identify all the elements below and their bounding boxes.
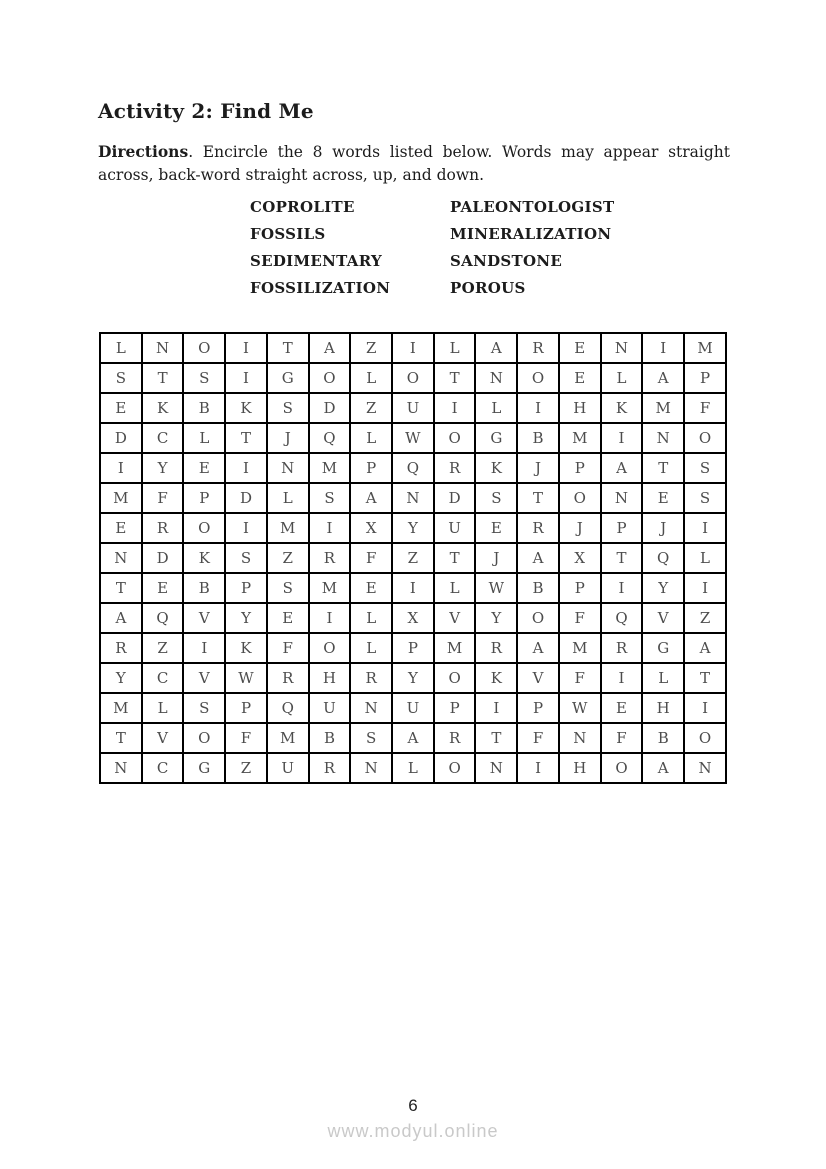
grid-cell: L (350, 633, 392, 663)
grid-cell: J (642, 513, 684, 543)
grid-cell: A (517, 543, 559, 573)
grid-cell: Y (142, 453, 184, 483)
grid-cell: P (225, 573, 267, 603)
grid-cell: L (100, 333, 142, 363)
grid-cell: E (475, 513, 517, 543)
grid-cell: T (267, 333, 309, 363)
grid-cell: U (267, 753, 309, 783)
grid-cell: I (601, 663, 643, 693)
grid-cell: O (183, 513, 225, 543)
grid-cell: P (392, 633, 434, 663)
grid-cell: N (642, 423, 684, 453)
grid-cell: P (517, 693, 559, 723)
grid-cell: F (559, 663, 601, 693)
grid-cell: H (559, 393, 601, 423)
grid-cell: R (434, 453, 476, 483)
grid-cell: Z (392, 543, 434, 573)
grid-cell: T (517, 483, 559, 513)
grid-cell: A (100, 603, 142, 633)
grid-cell: P (225, 693, 267, 723)
grid-cell: D (225, 483, 267, 513)
grid-cell: E (183, 453, 225, 483)
grid-cell: N (475, 363, 517, 393)
grid-cell: W (392, 423, 434, 453)
grid-cell: Q (309, 423, 351, 453)
grid-cell: I (392, 573, 434, 603)
grid-cell: O (309, 633, 351, 663)
grid-cell: W (475, 573, 517, 603)
grid-cell: T (100, 573, 142, 603)
grid-cell: T (142, 363, 184, 393)
grid-cell: M (559, 633, 601, 663)
grid-cell: Z (350, 393, 392, 423)
word-search-grid (99, 332, 727, 784)
grid-cell: X (559, 543, 601, 573)
grid-cell: O (601, 753, 643, 783)
grid-cell: Y (225, 603, 267, 633)
grid-cell: I (684, 513, 726, 543)
grid-cell: K (225, 393, 267, 423)
grid-row (100, 663, 726, 693)
grid-cell: L (267, 483, 309, 513)
grid-cell: P (350, 453, 392, 483)
grid-cell: J (517, 453, 559, 483)
grid-cell: S (350, 723, 392, 753)
grid-cell: T (434, 363, 476, 393)
grid-cell: M (434, 633, 476, 663)
grid-cell: A (309, 333, 351, 363)
grid-cell: N (392, 483, 434, 513)
grid-cell: R (267, 663, 309, 693)
grid-row (100, 453, 726, 483)
directions-paragraph (98, 140, 730, 187)
grid-cell: M (267, 513, 309, 543)
grid-cell: U (434, 513, 476, 543)
grid-cell: R (517, 513, 559, 543)
grid-cell: N (350, 753, 392, 783)
grid-cell: B (183, 573, 225, 603)
grid-row (100, 693, 726, 723)
grid-cell: X (392, 603, 434, 633)
grid-cell: I (225, 363, 267, 393)
grid-cell: S (684, 483, 726, 513)
grid-cell: S (267, 573, 309, 603)
grid-cell: E (100, 393, 142, 423)
grid-cell: Q (642, 543, 684, 573)
grid-cell: S (183, 693, 225, 723)
grid-cell: B (309, 723, 351, 753)
grid-cell: F (517, 723, 559, 753)
grid-cell: U (309, 693, 351, 723)
grid-cell: P (684, 363, 726, 393)
grid-cell: F (601, 723, 643, 753)
grid-cell: L (601, 363, 643, 393)
grid-cell: S (100, 363, 142, 393)
grid-cell: K (475, 663, 517, 693)
grid-cell: G (183, 753, 225, 783)
grid-cell: O (434, 753, 476, 783)
grid-cell: F (142, 483, 184, 513)
grid-cell: Y (642, 573, 684, 603)
page-number: 6 (408, 1096, 418, 1115)
word-item: MINERALIZATION (450, 225, 612, 243)
grid-cell: I (225, 333, 267, 363)
grid-cell: D (309, 393, 351, 423)
grid-cell: U (392, 693, 434, 723)
grid-cell: X (350, 513, 392, 543)
grid-cell: T (642, 453, 684, 483)
grid-cell: T (601, 543, 643, 573)
grid-cell: I (309, 603, 351, 633)
grid-cell: N (100, 753, 142, 783)
grid-cell: A (642, 363, 684, 393)
grid-row (100, 333, 726, 363)
grid-cell: C (142, 423, 184, 453)
grid-cell: S (225, 543, 267, 573)
grid-cell: Q (142, 603, 184, 633)
grid-cell: A (642, 753, 684, 783)
grid-cell: C (142, 753, 184, 783)
grid-cell: M (642, 393, 684, 423)
grid-cell: L (350, 603, 392, 633)
grid-cell: I (517, 393, 559, 423)
grid-cell: B (183, 393, 225, 423)
grid-cell: T (475, 723, 517, 753)
grid-cell: I (225, 453, 267, 483)
grid-cell: Z (684, 603, 726, 633)
word-item: SANDSTONE (450, 252, 563, 270)
grid-cell: R (475, 633, 517, 663)
grid-cell: N (684, 753, 726, 783)
grid-cell: R (100, 633, 142, 663)
grid-cell: J (475, 543, 517, 573)
grid-cell: D (142, 543, 184, 573)
word-search-table (99, 332, 727, 784)
grid-cell: I (642, 333, 684, 363)
grid-cell: W (559, 693, 601, 723)
grid-cell: O (517, 363, 559, 393)
grid-cell: I (684, 573, 726, 603)
grid-row (100, 513, 726, 543)
grid-cell: S (183, 363, 225, 393)
grid-cell: N (142, 333, 184, 363)
grid-cell: E (559, 363, 601, 393)
grid-cell: R (309, 753, 351, 783)
grid-cell: Y (392, 663, 434, 693)
grid-cell: V (183, 663, 225, 693)
grid-cell: V (434, 603, 476, 633)
word-search-body (100, 333, 726, 783)
grid-cell: I (475, 693, 517, 723)
grid-cell: L (392, 753, 434, 783)
grid-cell: Q (601, 603, 643, 633)
grid-cell: O (434, 663, 476, 693)
grid-cell: J (559, 513, 601, 543)
word-list-column-2 (450, 194, 614, 302)
grid-cell: R (517, 333, 559, 363)
grid-cell: E (642, 483, 684, 513)
watermark-url: www.modyul.online (327, 1121, 499, 1141)
grid-cell: O (434, 423, 476, 453)
grid-cell: N (601, 483, 643, 513)
grid-cell: B (642, 723, 684, 753)
grid-cell: N (100, 543, 142, 573)
grid-cell: I (100, 453, 142, 483)
grid-cell: S (475, 483, 517, 513)
grid-cell: V (142, 723, 184, 753)
grid-cell: M (267, 723, 309, 753)
grid-cell: Y (475, 603, 517, 633)
directions-text: . Encircle the 8 words listed below. Words may appear straight across, back-word straight across, up, and down. (98, 143, 730, 184)
grid-cell: O (684, 723, 726, 753)
grid-cell: M (100, 483, 142, 513)
grid-cell: N (267, 453, 309, 483)
grid-row (100, 633, 726, 663)
grid-cell: N (475, 753, 517, 783)
grid-cell: D (434, 483, 476, 513)
grid-cell: I (517, 753, 559, 783)
grid-cell: L (350, 363, 392, 393)
grid-cell: I (225, 513, 267, 543)
grid-cell: F (350, 543, 392, 573)
grid-cell: M (684, 333, 726, 363)
grid-cell: I (392, 333, 434, 363)
grid-cell: I (309, 513, 351, 543)
grid-cell: O (183, 723, 225, 753)
grid-cell: I (684, 693, 726, 723)
word-item: FOSSILS (250, 225, 326, 243)
grid-cell: H (309, 663, 351, 693)
grid-cell: F (225, 723, 267, 753)
grid-cell: C (142, 663, 184, 693)
grid-cell: M (309, 453, 351, 483)
grid-cell: V (183, 603, 225, 633)
grid-cell: I (601, 573, 643, 603)
grid-cell: O (392, 363, 434, 393)
grid-cell: K (225, 633, 267, 663)
grid-cell: O (517, 603, 559, 633)
grid-cell: T (100, 723, 142, 753)
grid-cell: M (100, 693, 142, 723)
grid-cell: Q (267, 693, 309, 723)
grid-cell: G (267, 363, 309, 393)
grid-cell: S (684, 453, 726, 483)
grid-row (100, 723, 726, 753)
grid-cell: L (684, 543, 726, 573)
grid-row (100, 603, 726, 633)
grid-cell: L (142, 693, 184, 723)
word-item: COPROLITE (250, 198, 355, 216)
grid-cell: M (309, 573, 351, 603)
grid-cell: L (434, 333, 476, 363)
word-item: PALEONTOLOGIST (450, 198, 615, 216)
grid-cell: A (684, 633, 726, 663)
page-title: Activity 2: Find Me (98, 99, 314, 123)
grid-cell: P (183, 483, 225, 513)
grid-cell: A (392, 723, 434, 753)
grid-cell: E (142, 573, 184, 603)
grid-cell: Z (267, 543, 309, 573)
grid-cell: V (642, 603, 684, 633)
grid-cell: A (350, 483, 392, 513)
grid-row (100, 573, 726, 603)
grid-cell: R (601, 633, 643, 663)
grid-cell: S (309, 483, 351, 513)
grid-cell: R (350, 663, 392, 693)
grid-cell: G (475, 423, 517, 453)
grid-row (100, 543, 726, 573)
grid-cell: L (434, 573, 476, 603)
grid-cell: K (142, 393, 184, 423)
grid-cell: F (559, 603, 601, 633)
grid-cell: Z (225, 753, 267, 783)
directions-label: Directions (98, 142, 189, 161)
grid-cell: L (183, 423, 225, 453)
grid-row (100, 753, 726, 783)
grid-cell: Y (392, 513, 434, 543)
grid-cell: Q (392, 453, 434, 483)
grid-cell: P (601, 513, 643, 543)
grid-cell: F (267, 633, 309, 663)
grid-cell: E (559, 333, 601, 363)
grid-cell: U (392, 393, 434, 423)
grid-cell: E (100, 513, 142, 543)
grid-cell: L (350, 423, 392, 453)
grid-cell: L (475, 393, 517, 423)
grid-cell: A (601, 453, 643, 483)
grid-cell: P (559, 453, 601, 483)
grid-cell: F (684, 393, 726, 423)
grid-cell: K (601, 393, 643, 423)
grid-cell: K (183, 543, 225, 573)
grid-cell: R (434, 723, 476, 753)
grid-cell: S (267, 393, 309, 423)
grid-cell: Y (100, 663, 142, 693)
grid-cell: T (225, 423, 267, 453)
word-list-column-1 (250, 194, 390, 302)
grid-cell: R (142, 513, 184, 543)
grid-cell: V (517, 663, 559, 693)
grid-cell: Z (350, 333, 392, 363)
grid-cell: O (684, 423, 726, 453)
grid-cell: H (559, 753, 601, 783)
grid-cell: D (100, 423, 142, 453)
grid-cell: G (642, 633, 684, 663)
grid-cell: W (225, 663, 267, 693)
grid-row (100, 363, 726, 393)
grid-cell: E (601, 693, 643, 723)
grid-cell: A (475, 333, 517, 363)
grid-cell: I (434, 393, 476, 423)
grid-cell: K (475, 453, 517, 483)
grid-cell: N (601, 333, 643, 363)
grid-row (100, 393, 726, 423)
grid-cell: P (559, 573, 601, 603)
grid-cell: T (684, 663, 726, 693)
grid-cell: R (309, 543, 351, 573)
grid-cell: E (267, 603, 309, 633)
grid-cell: B (517, 573, 559, 603)
word-item: POROUS (450, 279, 526, 297)
grid-cell: I (601, 423, 643, 453)
grid-cell: O (183, 333, 225, 363)
grid-cell: M (559, 423, 601, 453)
grid-row (100, 423, 726, 453)
grid-cell: A (517, 633, 559, 663)
grid-cell: O (309, 363, 351, 393)
grid-cell: J (267, 423, 309, 453)
grid-cell: O (559, 483, 601, 513)
grid-cell: P (434, 693, 476, 723)
word-item: SEDIMENTARY (250, 252, 383, 270)
grid-cell: N (350, 693, 392, 723)
grid-cell: I (183, 633, 225, 663)
grid-cell: E (350, 573, 392, 603)
grid-row (100, 483, 726, 513)
grid-cell: H (642, 693, 684, 723)
grid-cell: B (517, 423, 559, 453)
grid-cell: T (434, 543, 476, 573)
grid-cell: N (559, 723, 601, 753)
word-item: FOSSILIZATION (250, 279, 391, 297)
grid-cell: Z (142, 633, 184, 663)
grid-cell: L (642, 663, 684, 693)
